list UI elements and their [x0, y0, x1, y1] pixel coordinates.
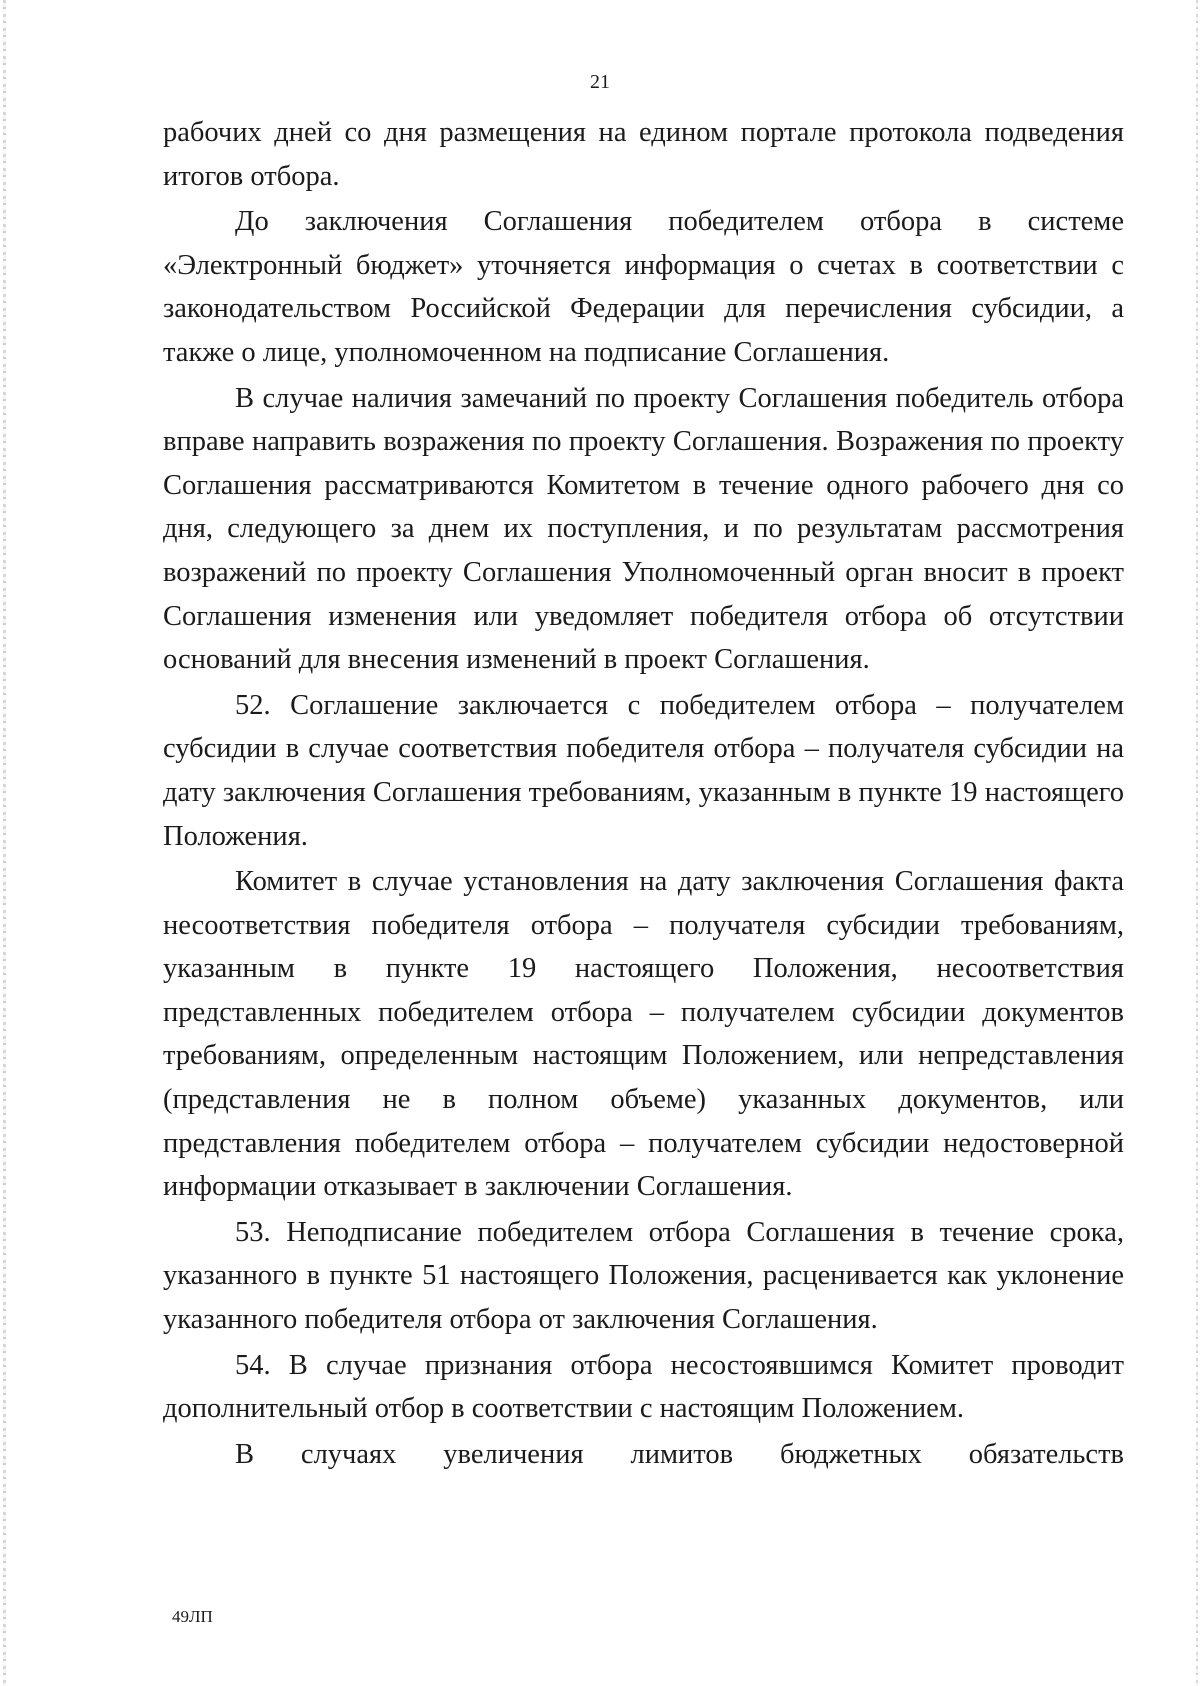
- paragraph-agreement-preparation: До заключения Соглашения победителем отбора в системе «Электронный бюджет» уточняется информация о счетах в соответствии с законодательством Российской Федерации для перечисления субсидии, а также о лице, уполномоченном на подписание Соглашения.: [163, 206, 1124, 368]
- paragraph-item-54: 54. В случае признания отбора несостоявшимся Комитет проводит дополнительный отбор в соответствии с настоящим Положением.: [163, 1349, 1124, 1425]
- scan-edge-right: [1196, 0, 1198, 1686]
- paragraph-objections: В случае наличия замечаний по проекту Соглашения победитель отбора вправе направить возражения по проекту Соглашения. Возражения по проекту Соглашения рассматриваются Комитетом в течение одного рабочего дня со дня, следующего за днем их поступления, и по результатам рассмотрения возражений по проекту Соглашения Уполномоченный орган вносит в проект Соглашения изменения или уведомляет победителя отбора об отсутствии оснований для внесения изменений в проект Соглашения.: [163, 382, 1124, 676]
- page-number: 21: [590, 71, 610, 93]
- document-body: [163, 111, 1124, 1478]
- scan-edge-left: [3, 0, 6, 1686]
- paragraph-refusal: Комитет в случае установления на дату заключения Соглашения факта несоответствия победителя отбора – получателя субсидии требованиям, указанным в пункте 19 настоящего Положения, несоответствия представленных победителем отбора – получателем субсидии документов требованиям, определенным настоящим Положением, или непредставления (представления не в полном объеме) указанных документов, или представления победителем отбора – получателем субсидии недостоверной информации отказывает в заключении Соглашения.: [163, 866, 1124, 1203]
- document-code: 49ЛП: [172, 1607, 213, 1626]
- paragraph-item-53: 53. Неподписание победителем отбора Соглашения в течение срока, указанного в пункте 51 настоящего Положения, расценивается как уклонение указанного победителя отбора от заключения Соглашения.: [163, 1216, 1124, 1336]
- paragraph-item-52: 52. Соглашение заключается с победителем отбора – получателем субсидии в случае соответствия победителя отбора – получателя субсидии на дату заключения Соглашения требованиям, указанным в пункте 19 настоящего Положения.: [163, 689, 1124, 852]
- paragraph-limits: В случаях увеличения лимитов бюджетных обязательств: [235, 1438, 1124, 1470]
- paragraph-continuation: рабочих дней со дня размещения на едином портале протокола подведения итогов отбора.: [163, 117, 1124, 192]
